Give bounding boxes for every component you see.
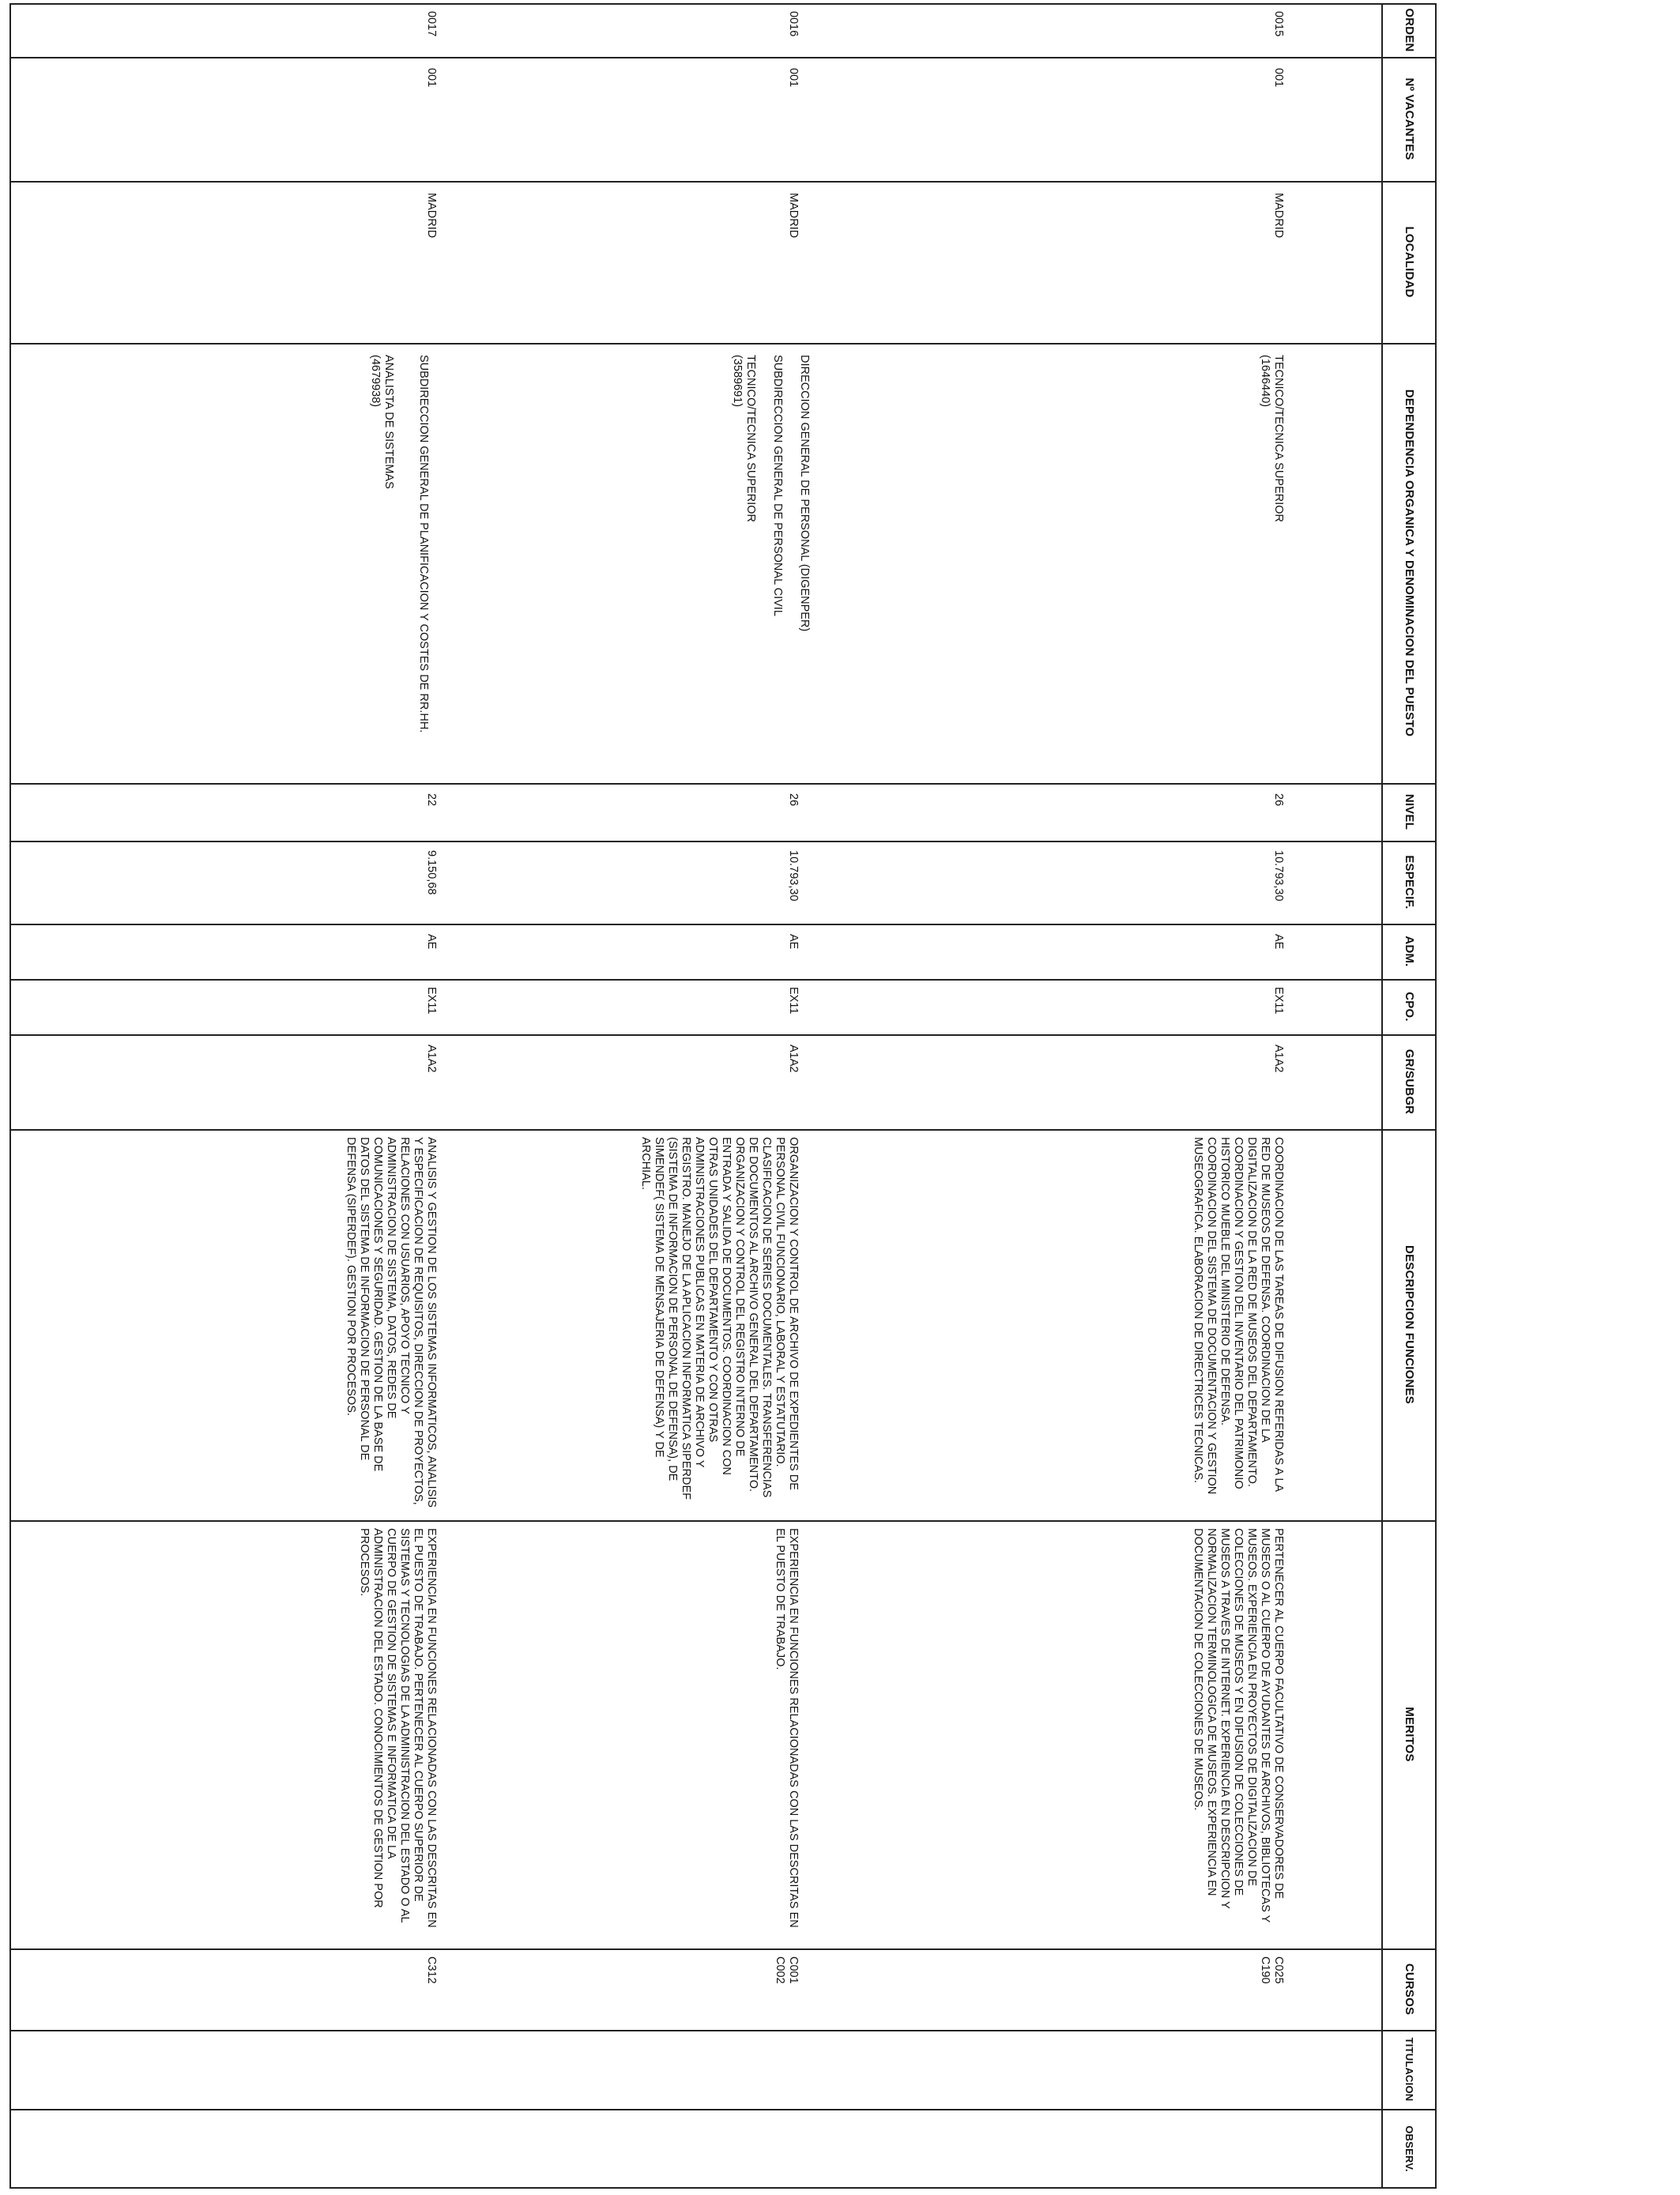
localidad-0015: MADRID bbox=[1272, 193, 1285, 239]
grsubgr-0017: A1A2 bbox=[425, 1045, 438, 1073]
header-dependencia: DEPENDENCIA ORGANICA Y DENOMINACION DEL PUESTO bbox=[1403, 389, 1417, 737]
column-divider bbox=[9, 841, 1437, 842]
vacantes-0015: 001 bbox=[1272, 68, 1285, 88]
vacantes-0017: 001 bbox=[425, 68, 438, 88]
column-divider bbox=[9, 783, 1437, 785]
descripcion-0015: COORDINACION DE LAS TAREAS DE DIFUSION REFERIDAS A LA RED DE MUSEOS DE DEFENSA. COORDINACION DE LA DIGITALIZACION DE LA RED DE MUSEOS DEL DEPARTAMENTO. COORDINACION Y GESTION DEL INVENTARIO DEL PATRIMONIO HISTORICO MUEBLE DEL MINISTERIO DE DEFENSA. COORDINACION DEL SISTEMA DE DOCUMENTACION Y GESTION MUSEOGRAFICA. ELABORACION DE DIRECTRICES TECNICAS. bbox=[1192, 1137, 1285, 1495]
orden-0016: 0016 bbox=[787, 11, 800, 37]
localidad-0017: MADRID bbox=[425, 193, 438, 239]
cursos-0017 bbox=[424, 1956, 438, 1984]
puesto-denominacion: TECNICO/TECNICA SUPERIOR bbox=[1272, 355, 1285, 522]
localidad-0016: MADRID bbox=[787, 193, 800, 239]
section-sdg-planificacion: SUBDIRECCION GENERAL DE PLANIFICACION Y COSTES DE RR.HH. bbox=[417, 355, 430, 733]
column-divider bbox=[9, 343, 1437, 344]
cursos-0015 bbox=[1258, 1956, 1285, 1984]
column-divider bbox=[9, 1948, 1437, 1950]
puesto-codigo: (1646440) bbox=[1259, 355, 1271, 408]
curso-code: C025 bbox=[1272, 1956, 1285, 1984]
cursos-0016 bbox=[773, 1956, 800, 1984]
column-divider bbox=[9, 1034, 1437, 1036]
descripcion-0016: ORGANIZACION Y CONTROL DE ARCHIVO DE EXPEDIENTES DE PERSONAL CIVIL FUNCIONARIO, LABORAL Y ESTATUTARIO. CLASIFICACION DE SERIES DOCUMENTALES. TRANSFERENCIAS DE DOCUMENTOS AL ARCHIVO GENERAL DEL DEPARTAMENTO. ORGANIZACION Y CONTROL DEL REGISTRO INTERNO DE ENTRADA Y SALIDA DE DOCUMENTOS. COORDINACION CON OTRAS UNIDADES DEL DEPARTAMENTO Y CON OTRAS ADMINISTRACIONES PUBLICAS EN MATERIA DE ARCHIVO Y REGISTRO. MANEJO DE LA APLICACION INFORMATICA SIPERDEF (SISTEMA DE INFORMACION DE PERSONAL DE DEFENSA), DE SIMENDEF( SISTEMA DE MENSAJERIA DE DEFENSA) Y DE ARCHIAL. bbox=[639, 1137, 800, 1500]
curso-code: C190 bbox=[1259, 1956, 1271, 1984]
header-cpo: CPO. bbox=[1403, 992, 1417, 1022]
header-adm: ADM. bbox=[1403, 936, 1417, 967]
column-divider bbox=[9, 2109, 1437, 2110]
header-meritos: MERITOS bbox=[1403, 1707, 1417, 1762]
column-divider bbox=[9, 1520, 1437, 1522]
puesto-codigo: (3589691) bbox=[731, 355, 744, 408]
especif-0017: 9.150,68 bbox=[425, 850, 438, 895]
curso-code: C312 bbox=[425, 1956, 438, 1984]
meritos-0016: EXPERIENCIA EN FUNCIONES RELACIONADAS CON LAS DESCRITAS EN EL PUESTO DE TRABAJO. bbox=[774, 1528, 800, 1928]
orden-0015: 0015 bbox=[1272, 11, 1285, 37]
nivel-0016: 26 bbox=[787, 793, 800, 807]
column-divider bbox=[9, 181, 1437, 183]
header-observ: OBSERV. bbox=[1403, 2125, 1416, 2172]
puesto-0017 bbox=[368, 355, 395, 766]
curso-code: C001 bbox=[787, 1956, 800, 1984]
header-cursos: CURSOS bbox=[1403, 1963, 1417, 2016]
column-divider bbox=[9, 2030, 1437, 2031]
header-vacantes: Nº VACANTES bbox=[1403, 77, 1417, 160]
header-titulacion: TITULACION bbox=[1403, 2037, 1416, 2102]
cpo-0017: EX11 bbox=[425, 987, 438, 1015]
especif-0016: 10.793,30 bbox=[787, 850, 800, 902]
section-dg-personal: DIRECCION GENERAL DE PERSONAL (DIGENPER) bbox=[798, 355, 811, 632]
header-descripcion: DESCRIPCION FUNCIONES bbox=[1403, 1245, 1417, 1404]
meritos-0015: PERTENECER AL CUERPO FACULTATIVO DE CONSERVADORES DE MUSEOS O AL CUERPO DE AYUDANTES DE ARCHIVOS, BIBLIOTECAS Y MUSEOS. EXPERIENCIA EN PROYECTOS DE DIGITALIZACION DE COLECCIONES DE MUSEOS Y EN DIFUSION DE COLECCIONES DE MUSEOS A TRAVES DE INTERNET. EXPERIENCIA EN DESCRIPCION Y NORMALIZACION TERMINOLOGICA DE MUSEOS. EXPERIENCIA EN DOCUMENTACION DE COLECCIONES DE MUSEOS. bbox=[1192, 1528, 1285, 1923]
header-grsubgr: GR/SUBGR bbox=[1403, 1049, 1417, 1115]
curso-code: C002 bbox=[774, 1956, 786, 1984]
especif-0015: 10.793,30 bbox=[1272, 850, 1285, 902]
cpo-0016: EX11 bbox=[787, 987, 800, 1015]
adm-0016: AE bbox=[787, 934, 800, 950]
descripcion-0017: ANALISIS Y GESTION DE LOS SISTEMAS INFORMATICOS, ANALISIS Y ESPECIFICACION DE REQUISITOS, DIRECCION DE PROYECTOS, RELACIONES CON USUARIOS, APOYO TECNICO Y ADMINISTRACION DE SISTEMA, DATOS, REDES DE COMUNICACIONES Y SEGURIDAD. GESTION DE LA BASE DE DATOS DEL SISTEMA DE INFORMACION DE PERSONAL DE DEFENSA (SIPERDEF). GESTION POR PROCESOS. bbox=[345, 1137, 438, 1508]
orden-0017: 0017 bbox=[425, 11, 438, 37]
header-localidad: LOCALIDAD bbox=[1403, 226, 1417, 298]
header-nivel: NIVEL bbox=[1403, 793, 1417, 830]
column-divider bbox=[9, 979, 1437, 981]
grsubgr-0016: A1A2 bbox=[787, 1045, 800, 1073]
vacantes-0016: 001 bbox=[787, 68, 800, 88]
rpt-sheet bbox=[0, 3, 1437, 2195]
nivel-0017: 22 bbox=[425, 793, 438, 807]
cpo-0015: EX11 bbox=[1272, 987, 1285, 1015]
adm-0015: AE bbox=[1272, 934, 1285, 950]
puesto-denominacion: ANALISTA DE SISTEMAS bbox=[382, 355, 395, 489]
column-divider bbox=[9, 1129, 1437, 1131]
grsubgr-0015: A1A2 bbox=[1272, 1045, 1285, 1073]
column-divider bbox=[9, 924, 1437, 925]
header-especif: ESPECIF. bbox=[1403, 855, 1417, 909]
header-orden: ORDEN bbox=[1403, 8, 1417, 52]
meritos-0017: EXPERIENCIA EN FUNCIONES RELACIONADAS CON LAS DESCRITAS EN EL PUESTO DE TRABAJO. PERTENECER AL CUERPO SUPERIOR DE SISTEMAS Y TECNOLOGIAS DE LA ADMINISTRACION DEL ESTADO O AL CUERPO DE GESTION DE SISTEMAS E INFORMATICA DE LA ADMINISTRACION DEL ESTADO. CONOCIMIENTOS DE GESTION POR PROCESOS. bbox=[358, 1528, 438, 1928]
adm-0017: AE bbox=[425, 934, 438, 950]
puesto-0015 bbox=[1258, 355, 1285, 766]
column-divider bbox=[9, 57, 1437, 58]
puesto-denominacion: TECNICO/TECNICA SUPERIOR bbox=[744, 355, 757, 522]
puesto-codigo: (4679938) bbox=[369, 355, 382, 408]
section-sdg-personal-civil: SUBDIRECCION GENERAL DE PERSONAL CIVIL bbox=[771, 355, 784, 616]
puesto-0016 bbox=[730, 355, 757, 766]
nivel-0015: 26 bbox=[1272, 793, 1285, 807]
